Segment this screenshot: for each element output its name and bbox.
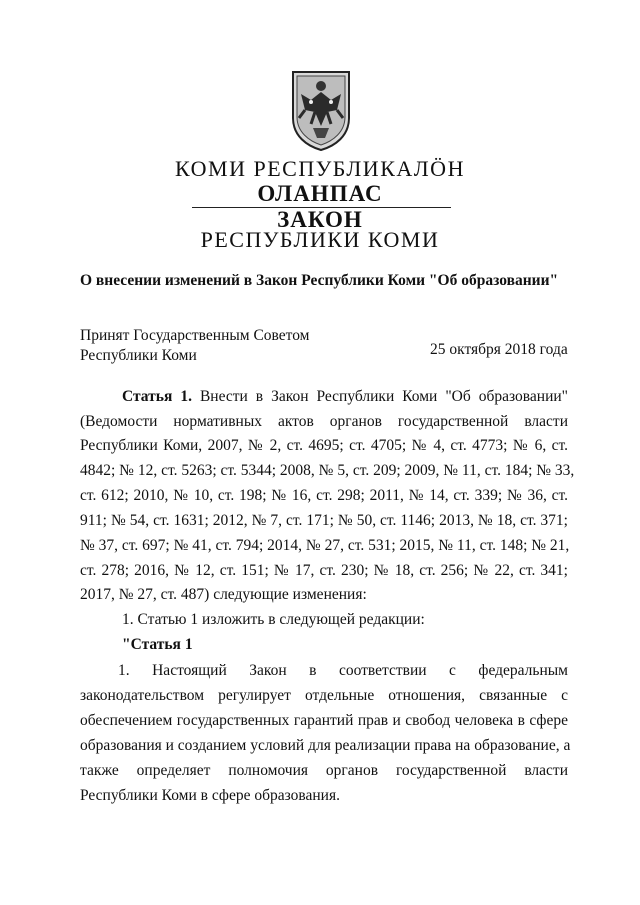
paragraph-line-last: Республики Коми в сфере образования. [80,787,340,804]
paragraph-line: обеспечением государственных гарантий прав и свобод человека в сфере [80,712,568,729]
header-olanpas: ОЛАНПАС [257,181,383,206]
article-text-line: 4842; № 12, ст. 5263; ст. 5344; 2008, № 5, ст. 209; 2009, № 11, ст. 184; № 33, [80,462,575,479]
article-text-line: ст. 278; 2016, № 12, ст. 151; № 17, ст. 230; № 18, ст. 256; № 22, ст. 341; [80,562,568,579]
law-title: О внесении изменений в Закон Республики Коми "Об образовании" [80,272,559,289]
header-respubliki-komi: РЕСПУБЛИКИ КОМИ [200,227,440,252]
item-1: 1. Статью 1 изложить в следующей редакции: [122,611,425,628]
article-1-first-line [122,388,568,406]
article-text-line: Республики Коми, 2007, № 2, ст. 4695; ст. 4705; № 4, ст. 4773; № 6, ст. [80,437,568,454]
quoted-article-heading: "Статья 1 [122,636,193,653]
adoption-block [80,326,310,366]
article-text-line: 911; № 54, ст. 1631; 2012, № 7, ст. 171; № 50, ст. 1146; 2013, № 18, ст. 371; [80,512,568,529]
adoption-line-2: Республики Коми [80,347,197,364]
adoption-line-1: Принят Государственным Советом [80,327,310,344]
header-zakon: ЗАКОН [277,207,363,232]
article-text-line: 2017, № 27, ст. 487) следующие изменения: [80,586,367,603]
adoption-date: 25 октября 2018 года [430,341,568,358]
paragraph-line: законодательством регулирует отдельные отношения, связанные с [80,687,568,704]
coat-of-arms-icon [287,66,355,152]
paragraph-line: также определяет полномочия органов государственной власти [80,762,568,779]
paragraph-line: образования и созданием условий для реализации права на образование, а [80,737,571,754]
article-1-label: Статья 1. [122,388,192,405]
article-text-line: ст. 612; 2010, № 10, ст. 198; № 16, ст. 298; 2011, № 14, ст. 339; № 36, ст. [80,487,568,504]
header-komi-republic: КОМИ РЕСПУБЛИКАЛÖН [175,156,465,181]
article-text-line: (Ведомости нормативных актов органов государственной власти [80,413,568,430]
paragraph-1-first-line: 1. Настоящий Закон в соответствии с федеральным [118,662,568,679]
article-text-line: № 37, ст. 697; № 41, ст. 794; 2014, № 27, ст. 531; 2015, № 11, ст. 148; № 21, [80,537,570,554]
article-1-first-line-text: Внести в Закон Республики Коми "Об образовании" [199,388,568,405]
